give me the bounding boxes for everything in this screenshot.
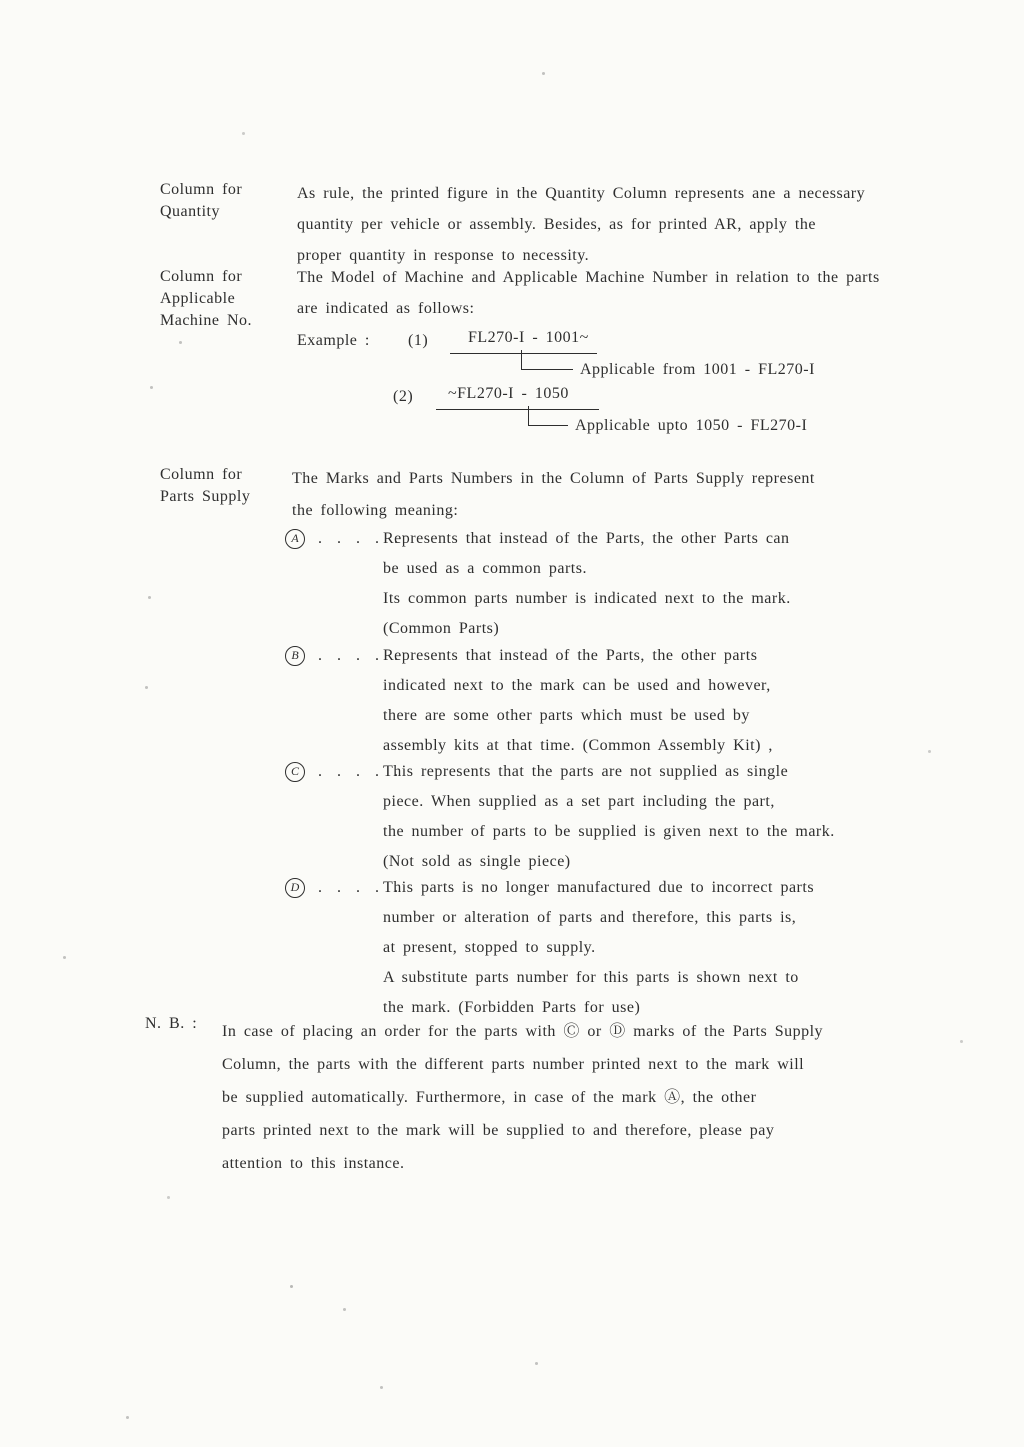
mark-text-line: This represents that the parts are not supplied as single (383, 763, 789, 780)
body-line: are indicated as follows: (297, 300, 475, 317)
mark-text-line: Its common parts number is indicated next to the mark. (383, 590, 791, 607)
mark-item-a (285, 524, 791, 644)
nb-body (222, 1015, 823, 1180)
label-line: Column for (160, 181, 243, 198)
mark-item-b (285, 641, 773, 761)
example-1-connector-line (521, 350, 573, 370)
mark-text-line: be used as a common parts. (383, 560, 587, 577)
mark-first-line (285, 757, 835, 787)
mark-first-line (285, 873, 814, 903)
label-line: Applicable (160, 290, 236, 307)
mark-dots: . . . . . (318, 763, 402, 780)
mark-text-line: Represents that instead of the Parts, the other parts (383, 647, 758, 664)
quantity-section-label (160, 179, 242, 223)
mark-text-line: A substitute parts number for this parts is shown next to (383, 969, 799, 986)
body-line: attention to this instance. (222, 1155, 405, 1172)
body-line: quantity per vehicle or assembly. Besides, as for printed AR, apply the (297, 216, 816, 233)
body-line: parts printed next to the mark will be supplied to and therefore, please pay (222, 1122, 775, 1139)
label-line: Column for (160, 466, 243, 483)
parts-supply-section-body (292, 463, 815, 527)
circled-b-icon: B (285, 646, 305, 666)
example-2-connector-line (528, 406, 568, 426)
mark-text-line: the mark. (Forbidden Parts for use) (383, 999, 641, 1016)
example-2-number: (2) (393, 388, 414, 405)
label-line: Column for (160, 268, 243, 285)
circled-c-icon: C (285, 762, 305, 782)
applicable-section-label (160, 266, 252, 332)
body-line: The Marks and Parts Numbers in the Column of Parts Supply represent (292, 470, 815, 487)
mark-text-line: This parts is no longer manufactured due to incorrect parts (383, 879, 815, 896)
circled-a-icon: A (285, 529, 305, 549)
example-2-code: ~FL270-I - 1050 (436, 384, 599, 410)
body-line: be supplied automatically. Furthermore, in case of the mark Ⓐ, the other (222, 1089, 757, 1106)
nb-label: N. B. : (145, 1015, 198, 1032)
label-line: Quantity (160, 203, 220, 220)
mark-text-line: Represents that instead of the Parts, the other Parts can (383, 530, 790, 547)
example-1-number: (1) (408, 332, 429, 349)
mark-text-line: piece. When supplied as a set part including the part, (383, 793, 775, 810)
parts-supply-section-label (160, 464, 250, 508)
applicable-section-body (297, 262, 880, 324)
body-line: The Model of Machine and Applicable Machine Number in relation to the parts (297, 269, 880, 286)
body-line: proper quantity in response to necessity. (297, 247, 590, 264)
scan-noise (290, 1285, 293, 1288)
example-label: Example : (297, 332, 370, 349)
mark-text-line: number or alteration of parts and therefore, this parts is, (383, 909, 797, 926)
mark-text-line: the number of parts to be supplied is given next to the mark. (383, 823, 835, 840)
body-line: As rule, the printed figure in the Quantity Column represents ane a necessary (297, 185, 866, 202)
mark-text-line: at present, stopped to supply. (383, 939, 596, 956)
example-2-note: Applicable upto 1050 - FL270-I (575, 417, 808, 434)
label-line: Parts Supply (160, 488, 251, 505)
mark-text-line: (Common Parts) (383, 620, 500, 637)
mark-text-line: assembly kits at that time. (Common Assembly Kit) , (383, 737, 773, 754)
mark-first-line (285, 641, 773, 671)
mark-first-line (285, 524, 791, 554)
mark-item-d (285, 873, 814, 1023)
mark-text-line: there are some other parts which must be used by (383, 707, 750, 724)
quantity-section-body (297, 178, 865, 271)
mark-dots: . . . . . (318, 879, 402, 896)
mark-item-c (285, 757, 835, 877)
mark-text-line: (Not sold as single piece) (383, 853, 571, 870)
example-1-note: Applicable from 1001 - FL270-I (580, 361, 815, 378)
mark-text-line: indicated next to the mark can be used and however, (383, 677, 771, 694)
body-line: In case of placing an order for the parts with Ⓒ or Ⓓ marks of the Parts Supply (222, 1023, 824, 1040)
mark-dots: . . . . . (318, 530, 402, 547)
circled-d-icon: D (285, 878, 305, 898)
body-line: Column, the parts with the different parts number printed next to the mark will (222, 1056, 805, 1073)
mark-dots: . . . . . (318, 647, 402, 664)
label-line: Machine No. (160, 312, 253, 329)
body-line: the following meaning: (292, 502, 459, 519)
example-1-code: FL270-I - 1001~ (450, 328, 597, 354)
